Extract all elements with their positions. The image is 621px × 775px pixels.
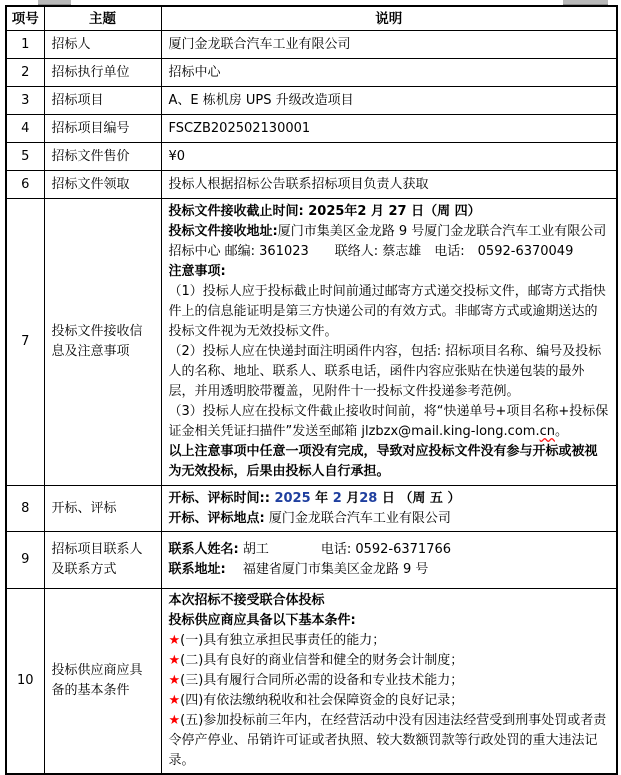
table-row (6, 171, 617, 199)
description-paragraph (169, 489, 610, 509)
header-topic: 主题 (44, 6, 161, 31)
topic-cell: 招标文件领取 (44, 171, 161, 199)
description-paragraph (169, 282, 610, 342)
item-number-cell: 3 (6, 87, 44, 115)
text-segment: 投标人根据招标公告联系招标项目负责人获取 (168, 176, 429, 192)
text-segment: 注意事项: (168, 264, 226, 279)
text-segment: (二)具有良好的商业信誉和健全的财务会计制度； (180, 653, 464, 668)
description-paragraph (169, 119, 610, 139)
description-cell (161, 59, 617, 87)
header-item-no: 项号 (6, 6, 44, 31)
item-number-cell: 5 (6, 143, 44, 171)
item-number-cell: 1 (6, 31, 44, 59)
description-paragraph (169, 342, 610, 402)
text-segment: 投标供应商应具备以下基本条件: (168, 613, 356, 628)
text-segment: 招标中心 (168, 64, 221, 80)
description-cell (161, 31, 617, 59)
item-number-cell: 8 (6, 486, 44, 532)
star-icon: ★ (168, 673, 181, 688)
description-cell (161, 532, 617, 589)
table-header-row (6, 6, 617, 31)
header-description: 说明 (161, 6, 617, 31)
text-segment: 开标、评标地点: (168, 510, 265, 526)
table-body (6, 31, 617, 775)
text-segment: 年 (310, 490, 333, 506)
item-number-cell: 7 (6, 199, 44, 486)
text-segment: (一)具有独立承担民事责任的能力； (180, 633, 386, 648)
table-row (6, 199, 617, 486)
text-segment: ¥0 (168, 148, 186, 164)
bid-info-table (5, 5, 618, 775)
description-paragraph (169, 611, 610, 631)
description-paragraph (169, 442, 610, 482)
topic-cell: 投标文件接收信息及注意事项 (44, 199, 161, 486)
text-segment: (五)参加投标前三年内，在经营活动中没有因违法经营受到刑事处罚或者责令停产停业、吊销许可证或者执照、较大数额罚款等行政处罚的重大违法记录。 (168, 713, 607, 768)
text-segment: 月 (341, 490, 360, 506)
item-number-cell: 10 (6, 589, 44, 775)
text-segment: 联系地址: (168, 562, 226, 577)
text-segment: FSCZB202502130001 (168, 120, 311, 136)
table-row (6, 87, 617, 115)
description-paragraph (169, 202, 610, 222)
topic-cell: 招标项目编号 (44, 115, 161, 143)
table-row (6, 59, 617, 87)
star-icon: ★ (168, 633, 181, 648)
text-segment: 开标、评标时间:: (168, 490, 275, 506)
description-paragraph (169, 35, 610, 55)
text-segment: 福建省厦门市集美区金龙路 9 号 (225, 562, 429, 577)
table-row (6, 143, 617, 171)
text-segment: A、E 栋机房 UPS 升级改造项目 (168, 92, 354, 108)
text-segment: 投标文件接收截止时间: 2025年2 月 27 日（周 四） (168, 204, 481, 219)
text-segment: 厦门金龙联合汽车工业有限公司 (168, 36, 351, 52)
text-segment: 本次招标不接受联合体投标 (168, 593, 325, 608)
text-segment: （3）投标人应在投标文件截止接收时间前，将“快递单号+项目名称+投标保证金相关凭证扫描件”发送至邮箱 jlzbzx@mail.king-long.com. (168, 404, 609, 439)
description-cell (161, 143, 617, 171)
table-row (6, 486, 617, 532)
table-row (6, 589, 617, 775)
description-paragraph (169, 560, 610, 580)
topic-cell: 招标项目 (44, 87, 161, 115)
text-segment: 2 (332, 490, 342, 506)
text-segment: 以上注意事项中任意一项没有完成，导致对应投标文件没有参与开标或被视为无效投标，后果由投标人自行承担。 (168, 444, 598, 479)
bid-notice-document (5, 5, 618, 775)
description-paragraph (169, 540, 610, 560)
table-row (6, 115, 617, 143)
description-paragraph (169, 175, 610, 195)
description-paragraph (169, 63, 610, 83)
topic-cell: 招标文件售价 (44, 143, 161, 171)
topic-cell: 招标人 (44, 31, 161, 59)
description-cell (161, 115, 617, 143)
description-paragraph (169, 147, 610, 167)
text-segment: 2025 (274, 490, 311, 506)
description-paragraph (169, 402, 610, 442)
description-paragraph (169, 631, 610, 651)
text-segment: 投标文件接收地址: (168, 224, 278, 239)
star-icon: ★ (168, 693, 181, 708)
topic-cell: 开标、评标 (44, 486, 161, 532)
text-segment: 厦门金龙联合汽车工业有限公司 (264, 510, 451, 526)
description-paragraph (169, 671, 610, 691)
description-paragraph (169, 591, 610, 611)
text-segment: （1）投标人应于投标截止时间前通过邮寄方式递交投标文件，邮寄方式指快件上的信息能证明是第三方快递公司的有效方式。非邮寄方式或逾期送达的投标文件视为无效投标文件。 (168, 284, 606, 339)
text-segment: 日 （周 五 ） (377, 490, 461, 506)
table-row (6, 532, 617, 589)
item-number-cell: 2 (6, 59, 44, 87)
description-cell (161, 486, 617, 532)
item-number-cell: 9 (6, 532, 44, 589)
item-number-cell: 4 (6, 115, 44, 143)
text-segment: 联系人姓名: (168, 542, 239, 557)
item-number-cell: 6 (6, 171, 44, 199)
text-segment: (四)有依法缴纳税收和社会保障资金的良好记录； (180, 693, 464, 708)
topic-cell: 投标供应商应具备的基本条件 (44, 589, 161, 775)
text-segment: （2）投标人应在快递封面注明函件内容，包括: 招标项目名称、编号及投标人的名称、地址、联系人、联系电话，函件内容应张贴在快递包装的最外层，并用透明胶带覆盖，见附件十一投标文件投递参考范例。 (168, 344, 602, 399)
text-segment: (三)具有履行合同所必需的设备和专业技术能力； (180, 673, 464, 688)
text-segment: 。 (554, 424, 568, 439)
star-icon: ★ (168, 713, 181, 728)
description-cell (161, 87, 617, 115)
text-segment: 胡工 电话: 0592-6371766 (238, 542, 452, 557)
description-cell (161, 589, 617, 775)
description-paragraph (169, 691, 610, 711)
text-segment: 厦门市集美区金龙路 9 号厦门金龙联合汽车工业有限公司招标中心 邮编: 361023 联络人: 蔡志雄 电话: 0592-6370049 (168, 224, 607, 259)
text-segment: cn (539, 424, 555, 439)
text-segment: 28 (359, 490, 378, 506)
description-paragraph (169, 262, 610, 282)
star-icon: ★ (168, 653, 181, 668)
table-row (6, 31, 617, 59)
description-paragraph (169, 91, 610, 111)
topic-cell: 招标执行单位 (44, 59, 161, 87)
topic-cell: 招标项目联系人及联系方式 (44, 532, 161, 589)
description-paragraph (169, 222, 610, 262)
description-paragraph (169, 711, 610, 771)
description-cell (161, 171, 617, 199)
description-cell (161, 199, 617, 486)
description-paragraph (169, 509, 610, 529)
description-paragraph (169, 651, 610, 671)
